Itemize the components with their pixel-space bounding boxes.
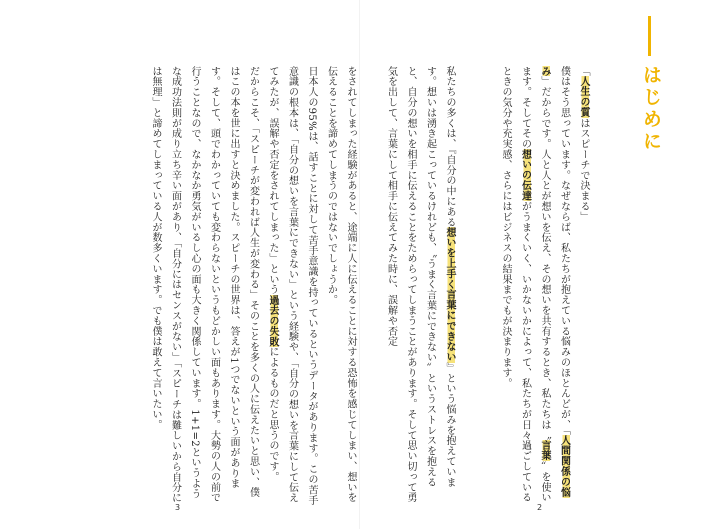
page-number-left: 3 bbox=[175, 503, 181, 512]
lp-p1-s0: をされてしまった経験があると、途端に人に伝えることに対する恐怖を感じてしまい、想いを伝えることを諦めてしまうのではないでしょうか。 bbox=[325, 66, 356, 503]
heading-rest: はスピーチで決まる」 bbox=[578, 118, 589, 223]
chapter-accent-bar bbox=[648, 16, 651, 56]
rp-p2-s1: 想いを上手く言葉にできない bbox=[444, 227, 455, 363]
rp-p1-s4: 〟を使います。そしてその bbox=[519, 66, 550, 503]
left-page-text bbox=[100, 66, 360, 506]
lp-p2-s0: 日本人の95%は、話すことに対して苦手意識を持っているというデータがあります。この苦手意識の根本は、「自分の想いを言葉にできない」という経験や、「自分の想いを言葉にして伝えてみたが、誤解や否定をされてしまった」という bbox=[267, 66, 317, 506]
rp-p1-s5: 想いの伝達 bbox=[519, 149, 531, 202]
chapter-title: はじめに bbox=[640, 65, 662, 153]
heading-highlight: 人生の質 bbox=[578, 76, 589, 119]
right-page-paragraph-2 bbox=[385, 66, 459, 506]
heading-line bbox=[578, 66, 589, 222]
lp-p2-s1: 過去の失敗 bbox=[267, 294, 278, 347]
heading-open-bracket: 「 bbox=[578, 66, 589, 77]
rp-p2-s0: 私たちの多くは、『自分の中にある bbox=[444, 66, 455, 228]
rp-p1 bbox=[500, 66, 570, 503]
rp-p1-s6: がうまくいく、いかないかによって、私たちが日々過ごしているときの気分や充実感、さらにはビジネスの結果までもが決まります。 bbox=[500, 66, 531, 503]
lp-p2-s2: によるものだと思うのです。 bbox=[267, 346, 278, 483]
lp-p3-s0: だからこそ、「スピーチが変われば人生が変わる」そのことを多くの人に伝えたいと思い、僕はこの本を世に出すと決めました。スピーチの世界は、答えが1つでないという面があります。そして、頭でわかっていても変わらないというもどかしい面もあります。大勢の人の前で行うことなので、なかなか勇気がいるし心の面も大きく関係しています。1+1=2というような成功法則が成り立ち辛い面があり、「自分にはセンスがない」「スピーチは難しいから自分には無理」と諦めてしまっている人が数多くいます。でも僕は敢えて言いたい。 bbox=[150, 66, 259, 504]
rp-p1-s3: 言葉 bbox=[539, 440, 550, 462]
rp-p1-s1: 人間関係の悩み bbox=[539, 66, 570, 498]
rp-p2-s2: 』という悩みを抱えています。想いは湧き起こっているけれども、〝うまく言葉にできない〟というストレスを抱えると、自分の想いを相手に伝えることをためらってしまうことがあります。そして思い切って勇気を出して、言葉にして相手に伝えてみた時に、誤解や否定 bbox=[385, 66, 455, 503]
page-number-right: 2 bbox=[537, 503, 543, 512]
rp-p1-s2: 」だからです。人と人とが想いを伝え、その想いを共有するとき、私たちは〝 bbox=[539, 76, 550, 441]
rp-p1-s0: 僕はそう思っています。なぜならば、私たちが抱えている悩みのほとんどが、「 bbox=[558, 66, 570, 436]
right-page-paragraph-1 bbox=[500, 66, 593, 506]
